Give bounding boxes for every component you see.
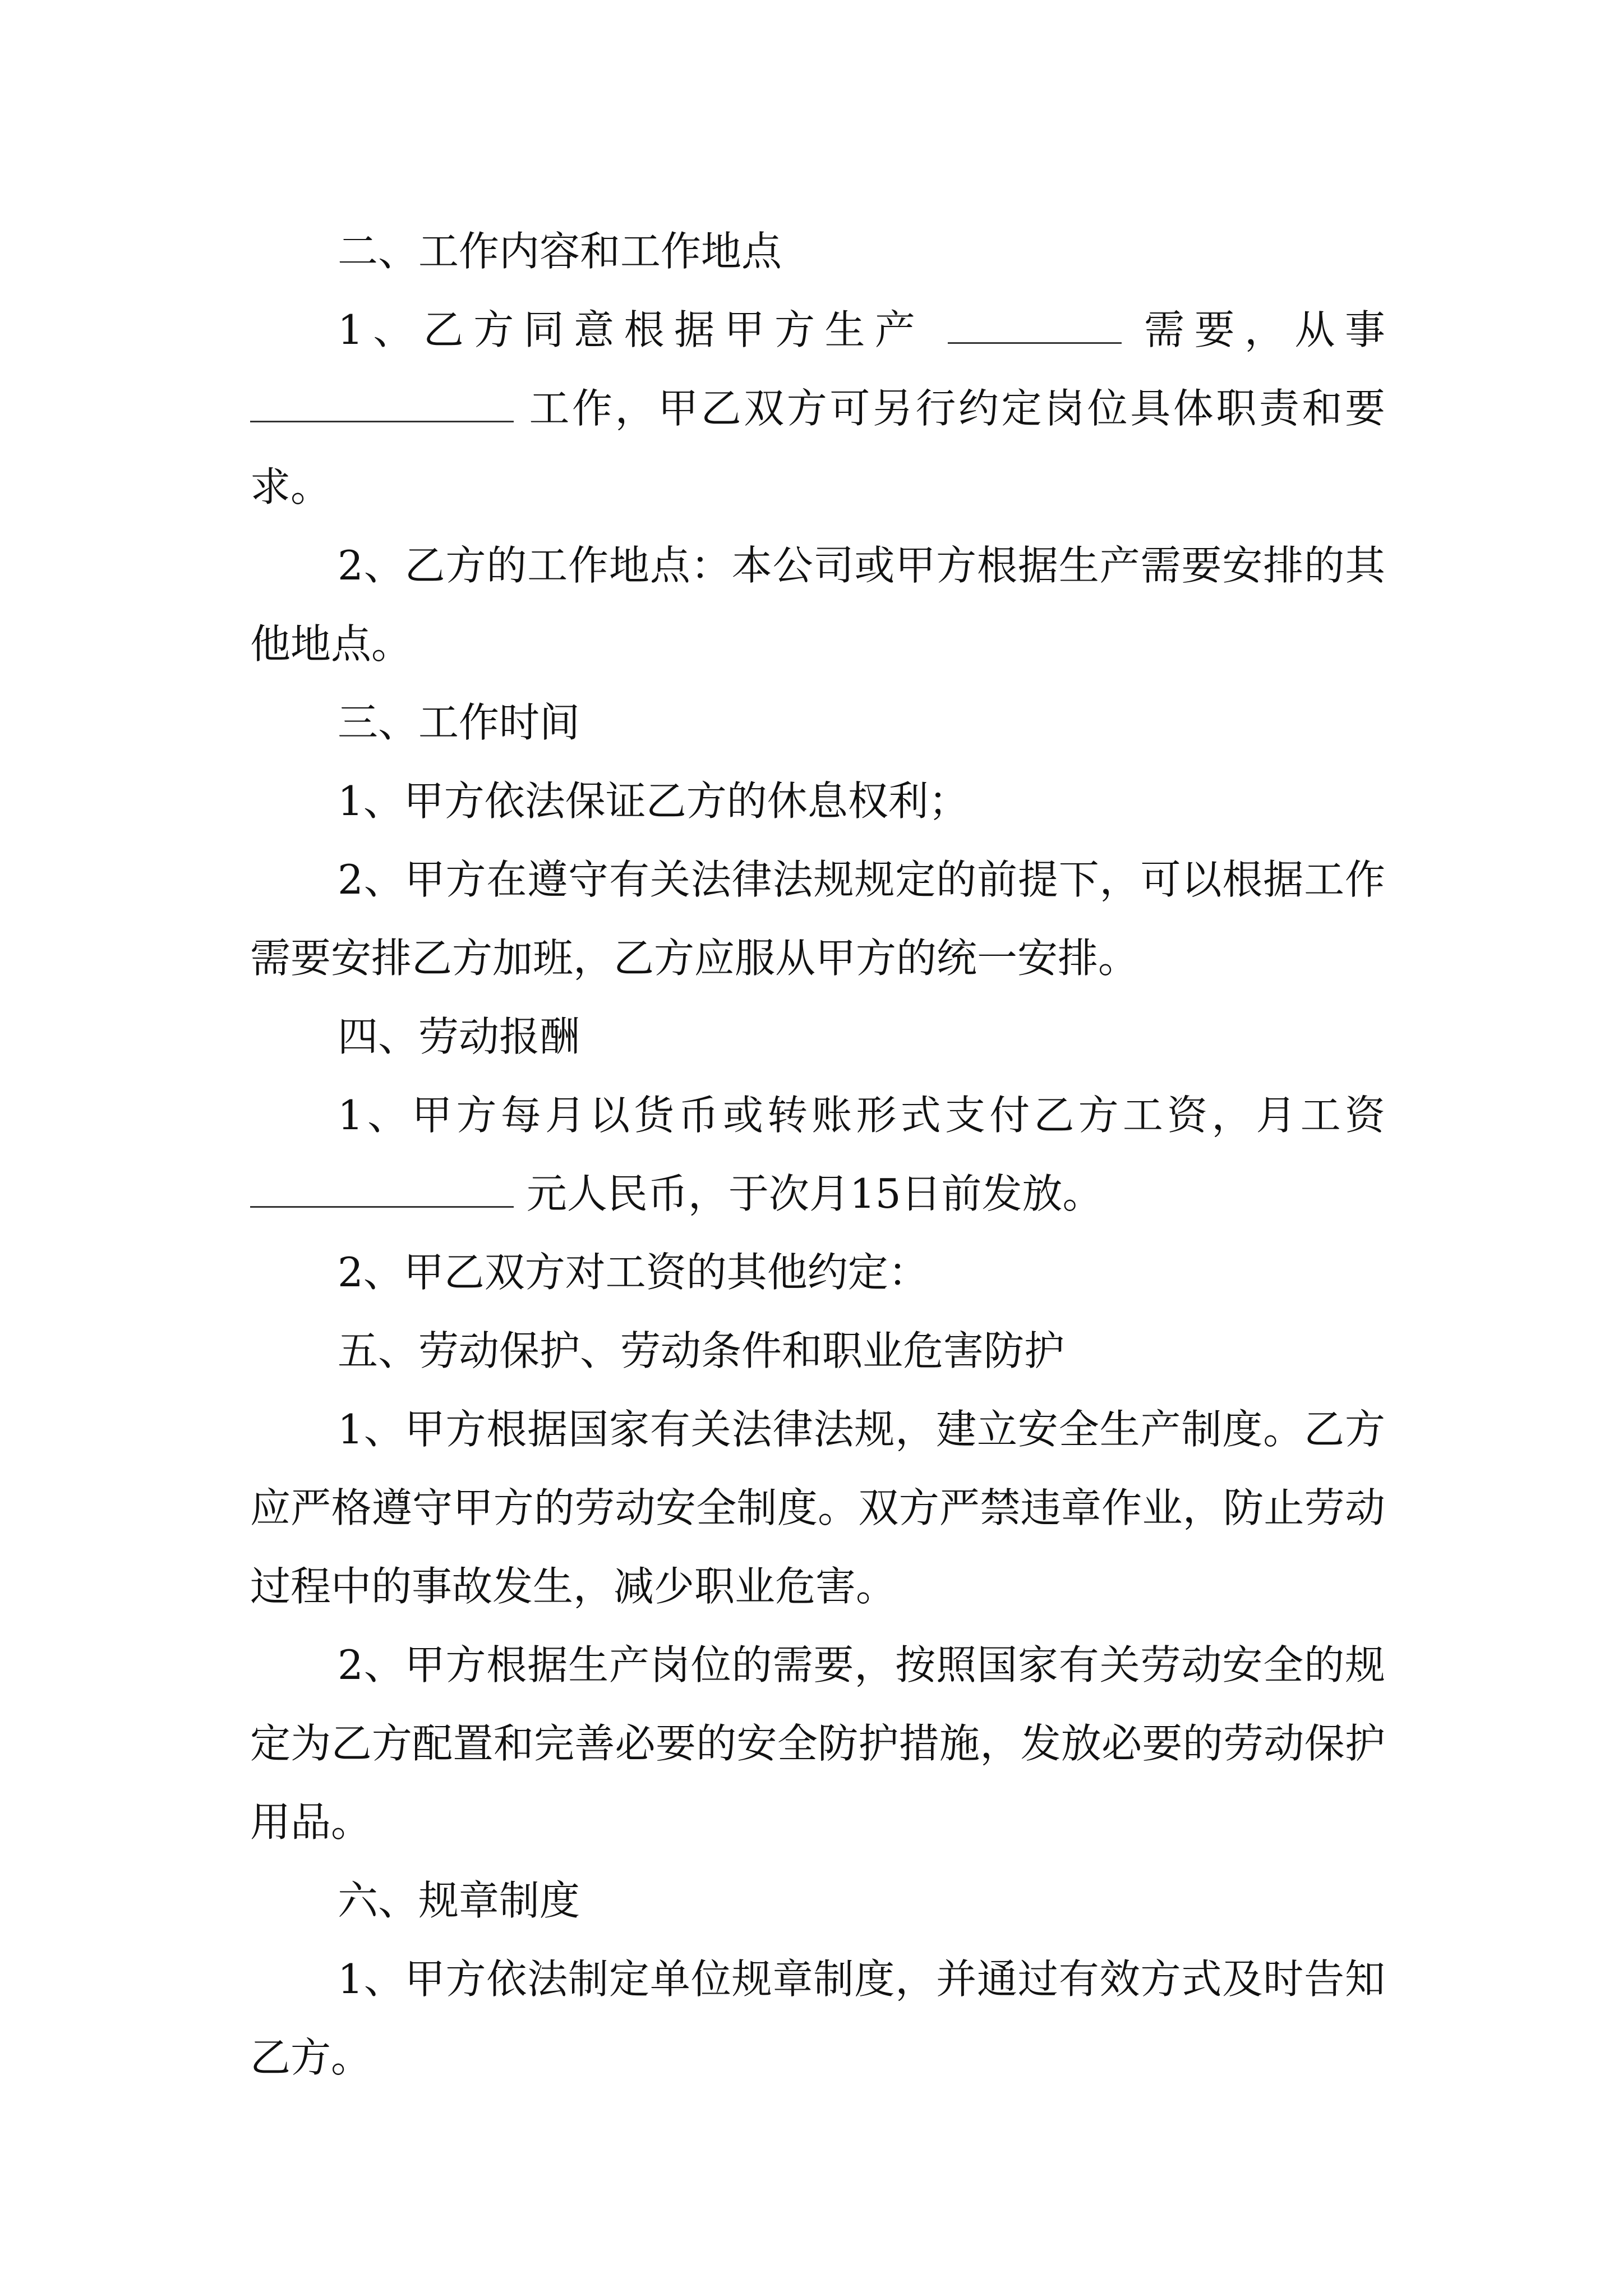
document-body xyxy=(250,212,1385,2097)
paragraph-text: 需要，从事 xyxy=(1144,306,1385,353)
paragraph: 1、甲方依法制定单位规章制度，并通过有效方式及时告知乙方。 xyxy=(250,1955,1385,2081)
paragraph-text: 1、甲方每月以货币或转账形式支付乙方工资，月工资 xyxy=(338,1092,1385,1139)
section-heading: 二、工作内容和工作地点 xyxy=(338,228,782,275)
section-heading: 四、劳动报酬 xyxy=(338,1013,580,1060)
section-heading: 五、劳动保护、劳动条件和职业危害防护 xyxy=(338,1327,1065,1374)
paragraph: 1、甲方根据国家有关法律法规，建立安全生产制度。乙方应严格遵守甲方的劳动安全制度。双方严禁违章作业，防止劳动过程中的事故发生，减少职业危害。 xyxy=(250,1406,1385,1610)
paragraph: 2、甲方根据生产岗位的需要，按照国家有关劳动安全的规定为乙方配置和完善必要的安全防护措施，发放必要的劳动保护用品。 xyxy=(250,1641,1385,1846)
fill-in-blank xyxy=(250,1172,514,1208)
fill-in-blank xyxy=(948,309,1122,344)
paragraph: 2、甲乙双方对工资的其他约定： xyxy=(338,1249,929,1296)
paragraph: 2、甲方在遵守有关法律法规规定的前提下，可以根据工作需要安排乙方加班，乙方应服从甲方的统一安排。 xyxy=(250,856,1385,982)
section-heading: 三、工作时间 xyxy=(338,699,580,746)
paragraph: 1、甲方依法保证乙方的休息权利； xyxy=(338,777,969,825)
section-heading: 六、规章制度 xyxy=(338,1877,580,1924)
paragraph-text: 工作，甲乙双方可另行约定岗位具体职责和要求。 xyxy=(250,385,1385,510)
paragraph: 2、乙方的工作地点：本公司或甲方根据生产需要安排的其他地点。 xyxy=(250,542,1385,668)
paragraph-text: 元人民币，于次月15日前发放。 xyxy=(526,1170,1103,1217)
paragraph xyxy=(250,1076,1385,1233)
paragraph-text: 1、乙方同意根据甲方生产 xyxy=(338,306,925,353)
fill-in-blank xyxy=(250,387,514,422)
paragraph xyxy=(250,291,1385,526)
